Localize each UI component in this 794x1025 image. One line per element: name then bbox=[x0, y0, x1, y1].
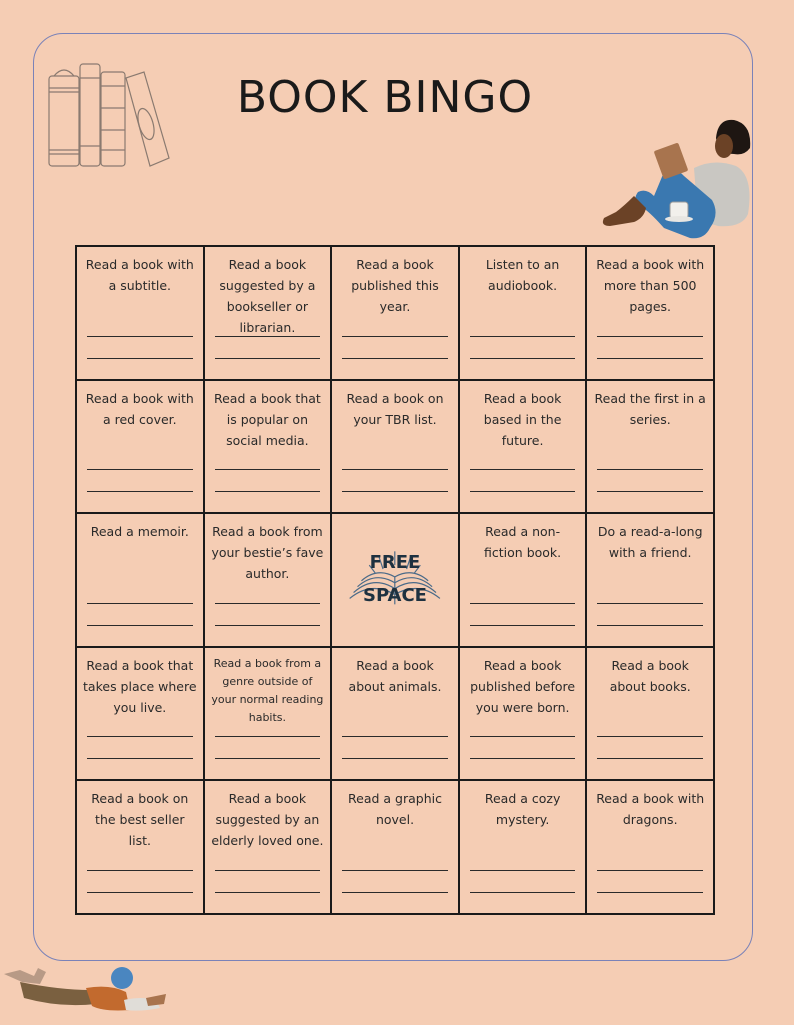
bingo-cell[interactable] bbox=[331, 380, 459, 514]
answer-line bbox=[597, 736, 703, 737]
answer-line bbox=[597, 625, 703, 626]
bingo-cell[interactable] bbox=[459, 513, 587, 647]
answer-line bbox=[87, 491, 193, 492]
answer-line bbox=[342, 336, 448, 337]
answer-line bbox=[470, 603, 576, 604]
bingo-cell[interactable] bbox=[204, 380, 332, 514]
answer-line bbox=[215, 336, 321, 337]
answer-line bbox=[215, 625, 321, 626]
answer-line bbox=[87, 736, 193, 737]
free-space-label-top: FREE bbox=[369, 552, 421, 574]
cell-prompt: Read a book about books. bbox=[609, 657, 691, 694]
answer-line bbox=[597, 358, 703, 359]
cell-prompt: Read a book suggested by an elderly loved one. bbox=[211, 791, 324, 849]
answer-line bbox=[215, 469, 321, 470]
bingo-cell[interactable] bbox=[76, 380, 204, 514]
answer-line bbox=[597, 892, 703, 893]
cell-prompt: Read a book about animals. bbox=[348, 657, 442, 694]
answer-line bbox=[215, 758, 321, 759]
answer-line bbox=[342, 358, 448, 359]
bingo-cell[interactable] bbox=[459, 780, 587, 914]
cell-prompt: Read a book that is popular on social media. bbox=[213, 390, 321, 448]
answer-line bbox=[215, 736, 321, 737]
answer-line bbox=[215, 870, 321, 871]
answer-line bbox=[215, 892, 321, 893]
bingo-cell[interactable] bbox=[459, 380, 587, 514]
answer-line bbox=[470, 491, 576, 492]
bingo-cell[interactable] bbox=[204, 647, 332, 781]
person-lying-reading-illustration bbox=[0, 960, 170, 1022]
answer-line bbox=[470, 625, 576, 626]
answer-line bbox=[342, 491, 448, 492]
cell-prompt: Listen to an audiobook. bbox=[485, 257, 560, 293]
answer-line bbox=[215, 603, 321, 604]
cell-prompt: Read a book suggested by a bookseller or librarian. bbox=[219, 257, 316, 335]
bingo-cell[interactable] bbox=[586, 780, 714, 914]
answer-line bbox=[470, 870, 576, 871]
cell-prompt: Read the first in a series. bbox=[594, 390, 706, 427]
cell-prompt: Read a book from your bestie’s fave author. bbox=[211, 524, 324, 582]
bingo-cell[interactable] bbox=[459, 647, 587, 781]
answer-line bbox=[87, 603, 193, 604]
cell-prompt: Read a book from a genre outside of your normal reading habits. bbox=[211, 656, 324, 724]
answer-line bbox=[342, 870, 448, 871]
cell-prompt: Do a read-a-long with a friend. bbox=[597, 524, 703, 561]
stacked-books-icon bbox=[46, 58, 172, 170]
answer-line bbox=[87, 892, 193, 893]
answer-line bbox=[597, 469, 703, 470]
answer-line bbox=[597, 870, 703, 871]
answer-line bbox=[597, 758, 703, 759]
answer-line bbox=[597, 603, 703, 604]
cell-prompt: Read a cozy mystery. bbox=[484, 791, 561, 828]
answer-line bbox=[342, 892, 448, 893]
answer-line bbox=[87, 336, 193, 337]
answer-line bbox=[470, 892, 576, 893]
free-space-label-bottom: SPACE bbox=[363, 585, 427, 607]
cell-prompt: Read a book with a subtitle. bbox=[85, 257, 194, 293]
cell-prompt: Read a graphic novel. bbox=[348, 791, 442, 828]
cell-prompt: Read a book on your TBR list. bbox=[346, 390, 444, 427]
cell-prompt: Read a book published this year. bbox=[351, 257, 439, 314]
woman-reading-illustration bbox=[594, 110, 754, 250]
bingo-cell[interactable] bbox=[204, 780, 332, 914]
bingo-cell[interactable] bbox=[204, 246, 332, 380]
answer-line bbox=[87, 870, 193, 871]
open-book-icon bbox=[332, 514, 458, 646]
answer-line bbox=[597, 336, 703, 337]
answer-line bbox=[470, 736, 576, 737]
answer-line bbox=[215, 491, 321, 492]
bingo-cell[interactable] bbox=[76, 780, 204, 914]
answer-line bbox=[597, 491, 703, 492]
bingo-cell[interactable] bbox=[76, 647, 204, 781]
cell-prompt: Read a book published before you were born. bbox=[470, 657, 576, 715]
bingo-cell[interactable] bbox=[586, 513, 714, 647]
answer-line bbox=[470, 469, 576, 470]
free-space-cell[interactable] bbox=[331, 513, 459, 647]
bingo-cell[interactable] bbox=[459, 246, 587, 380]
answer-line bbox=[87, 469, 193, 470]
bingo-cell[interactable] bbox=[204, 513, 332, 647]
cell-prompt: Read a book on the best seller list. bbox=[91, 791, 189, 849]
answer-line bbox=[342, 736, 448, 737]
answer-line bbox=[87, 625, 193, 626]
answer-line bbox=[470, 358, 576, 359]
cell-prompt: Read a memoir. bbox=[90, 524, 189, 540]
bingo-cell[interactable] bbox=[586, 380, 714, 514]
bingo-cell[interactable] bbox=[586, 647, 714, 781]
cell-prompt: Read a non-fiction book. bbox=[484, 524, 562, 561]
answer-line bbox=[87, 758, 193, 759]
bingo-grid bbox=[75, 245, 715, 915]
bingo-cell[interactable] bbox=[331, 647, 459, 781]
cell-prompt: Read a book that takes place where you live. bbox=[83, 657, 197, 715]
bingo-cell[interactable] bbox=[331, 780, 459, 914]
cell-prompt: Read a book with a red cover. bbox=[85, 390, 194, 427]
bingo-cell[interactable] bbox=[76, 513, 204, 647]
page-title: BOOK BINGO bbox=[236, 72, 534, 123]
bingo-cell[interactable] bbox=[586, 246, 714, 380]
answer-line bbox=[470, 336, 576, 337]
answer-line bbox=[215, 358, 321, 359]
answer-line bbox=[342, 758, 448, 759]
bingo-cell[interactable] bbox=[331, 246, 459, 380]
cell-prompt: Read a book based in the future. bbox=[483, 390, 562, 448]
cell-prompt: Read a book with dragons. bbox=[596, 791, 705, 828]
answer-line bbox=[87, 358, 193, 359]
answer-line bbox=[470, 758, 576, 759]
bingo-cell[interactable] bbox=[76, 246, 204, 380]
answer-line bbox=[342, 469, 448, 470]
cell-prompt: Read a book with more than 500 pages. bbox=[596, 257, 705, 314]
